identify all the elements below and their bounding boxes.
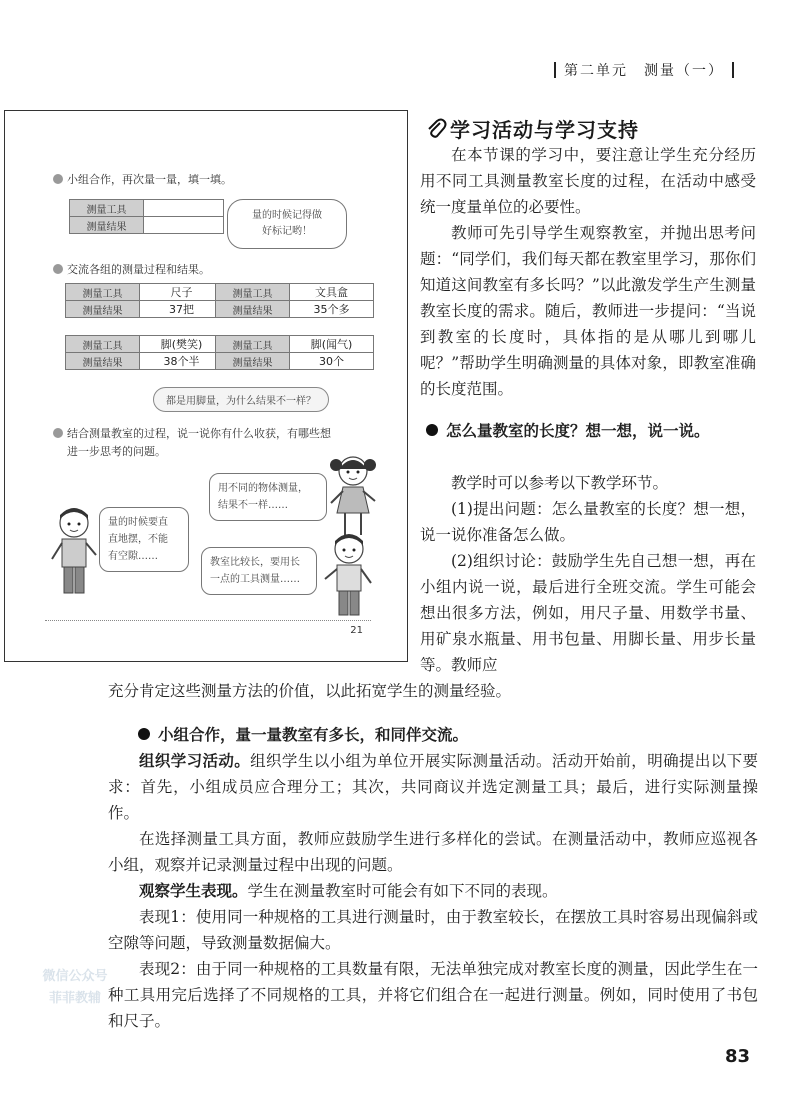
table-cell: 脚(闻气) (290, 336, 374, 353)
bullet-dot (53, 174, 63, 184)
result-table-4 (215, 335, 374, 370)
textbook-page-excerpt (4, 110, 408, 662)
subheading-group-measure: 小组合作，量一量教室有多长，和同伴交流。 (138, 722, 758, 748)
section-heading: 学习活动与学习支持 (424, 114, 639, 143)
result-table-1 (65, 283, 224, 318)
prompt-group-measure: 小组合作，再次量一量，填一填。 (53, 171, 232, 187)
chapter-title: 第二单元 测量（一） (564, 63, 724, 79)
paragraph-intro: 在本节课的学习中，要注意让学生充分经历用不同工具测量教室长度的过程，在活动中感受统一度量单位的必要性。 (420, 146, 756, 216)
prompt-share-results: 交流各组的测量过程和结果。 (53, 261, 210, 277)
inset-page-number: 21 (350, 625, 363, 636)
paperclip-icon (424, 117, 448, 141)
paragraph-step-1: (1)提出问题：怎么量教室的长度？想一想，说一说你准备怎么做。 (420, 500, 756, 544)
table-label: 测量结果 (70, 217, 144, 234)
speech-bubble-girl: 用不同的物体测量， 结果不一样…… (209, 473, 327, 521)
table-label: 测量结果 (66, 353, 140, 370)
boy2-character-illustration (321, 529, 377, 619)
subheading-how-to-measure: 怎么量教室的长度？想一想，说一说。 (426, 418, 756, 444)
header-divider (554, 62, 556, 78)
table-cell: 脚(樊笑) (140, 336, 224, 353)
table-cell (144, 200, 224, 217)
blank-measure-table (69, 199, 224, 234)
paragraph-tools: 在选择测量工具方面，教师应鼓励学生进行多样化的尝试。在测量活动中，教师应巡视各小组，观察并记录测量过程中出现的问题。 (108, 830, 758, 874)
table-label: 测量结果 (216, 301, 290, 318)
table-label: 测量工具 (70, 200, 144, 217)
bullet-dot (426, 424, 438, 436)
table-cell (144, 217, 224, 234)
paragraph-step-2-cont: 充分肯定这些测量方法的价值，以此拓宽学生的测量经验。 (108, 682, 512, 700)
table-cell: 38个半 (140, 353, 224, 370)
paragraph-step-2: (2)组织讨论：鼓励学生先自己想一想，再在小组内说一说，最后进行全班交流。学生可能会想出很多方法，例如，用尺子量、用数学书量、用矿泉水瓶量、用书包量、用脚长量、用步长量等。教师应 (420, 552, 756, 674)
watermark: 微信公众号 菲菲教辅 (42, 969, 108, 1006)
speech-bubble-boy2: 教室比较长，要用长 一点的工具测量…… (201, 547, 317, 595)
paragraph-case-2: 表现2：由于同一种规格的工具数量有限，无法单独完成对教室长度的测量，因此学生在一种工具用完后选择了不同规格的工具，并将它们组合在一起进行测量。例如，同时使用了书包和尺子。 (108, 960, 758, 1030)
thought-bubble-feet: 都是用脚量，为什么结果不一样？ (153, 387, 329, 412)
page-number: 83 (724, 1046, 750, 1067)
girl-character-illustration (325, 451, 381, 541)
dotted-divider (45, 620, 371, 621)
prompt-reflect: 结合测量教室的过程，说一说你有什么收获，有哪些想 进一步思考的问题。 (53, 425, 331, 461)
table-cell: 尺子 (140, 284, 224, 301)
table-label: 测量结果 (66, 301, 140, 318)
result-table-2 (215, 283, 374, 318)
table-label: 测量工具 (216, 284, 290, 301)
table-label: 测量工具 (66, 336, 140, 353)
table-cell: 37把 (140, 301, 224, 318)
bullet-dot (53, 428, 63, 438)
header-divider (732, 62, 734, 78)
table-label: 测量工具 (216, 336, 290, 353)
table-label: 测量结果 (216, 353, 290, 370)
boy-character-illustration (47, 503, 101, 603)
bullet-dot (138, 728, 150, 740)
running-header (546, 60, 742, 80)
table-cell: 文具盒 (290, 284, 374, 301)
paragraph-observe: 观察学生表现。学生在测量教室时可能会有如下不同的表现。 (139, 882, 558, 900)
paragraph-organize: 组织学习活动。组织学生以小组为单位开展实际测量活动。活动开始前，明确提出以下要求：首先，小组成员应合理分工；其次，共同商议并选定测量工具；最后，进行实际测量操作。 (108, 752, 758, 822)
paragraph-case-1: 表现1：使用同一种规格的工具进行测量时，由于教室较长，在摆放工具时容易出现偏斜或空隙等问题，导致测量数据偏大。 (108, 908, 758, 952)
speech-bubble-boy: 量的时候要直 直地摆，不能 有空隙…… (99, 507, 189, 572)
table-cell: 30个 (290, 353, 374, 370)
bullet-dot (53, 264, 63, 274)
paragraph-steps-intro: 教学时可以参考以下教学环节。 (451, 474, 669, 492)
table-cell: 35个多 (290, 301, 374, 318)
thought-bubble-mark: 量的时候记得做 好标记哟！ (227, 199, 347, 249)
result-table-3 (65, 335, 224, 370)
table-label: 测量工具 (66, 284, 140, 301)
paragraph-guide: 教师可先引导学生观察教室，并抛出思考问题：“同学们，我们每天都在教室里学习，那你们知道这间教室有多长吗？”以此激发学生产生测量教室长度的需求。随后，教师进一步提问：“当说到教室的长度时，具体指的是从哪儿到哪儿呢？”帮助学生明确测量的具体对象，即教室准确的长度范围。 (420, 224, 756, 398)
